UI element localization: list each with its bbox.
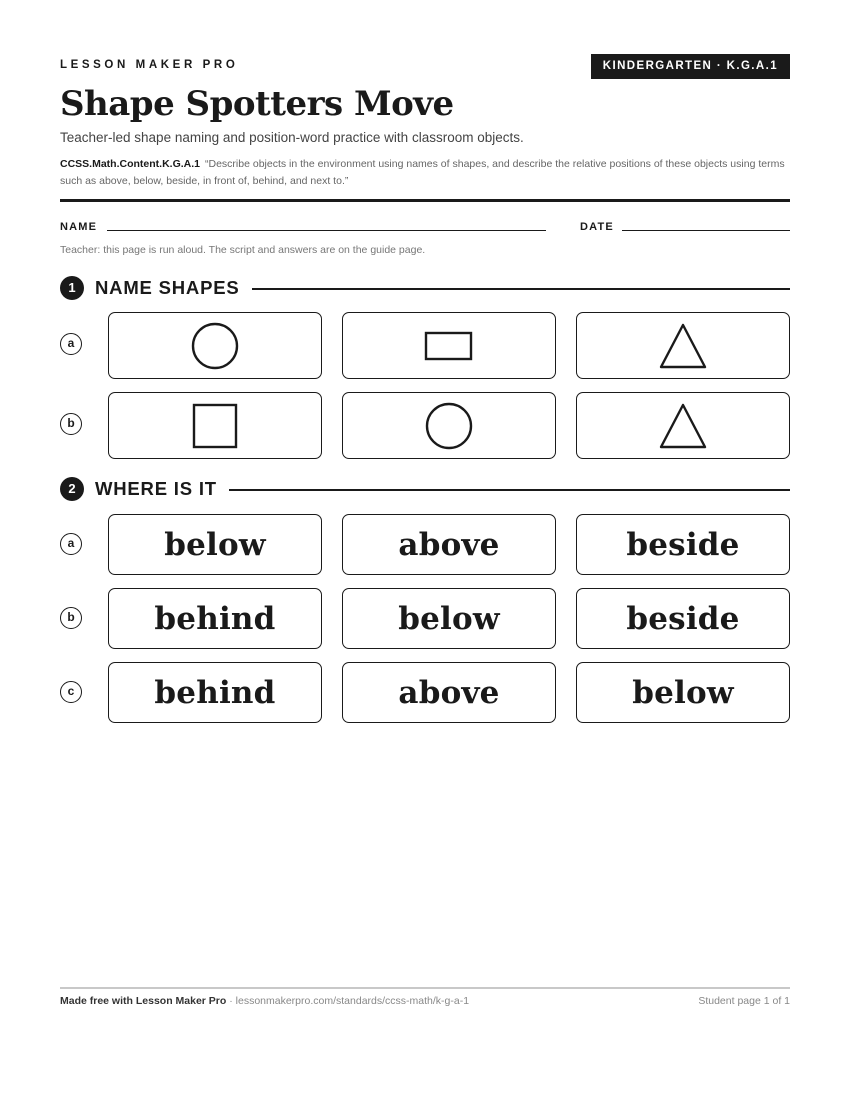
word-card[interactable] — [576, 662, 790, 723]
footer-page-number: Student page 1 of 1 — [698, 995, 790, 1007]
header-divider — [60, 199, 790, 202]
footer-credit — [60, 995, 469, 1007]
name-label: NAME — [60, 221, 98, 233]
word-card[interactable] — [108, 514, 322, 575]
date-label: DATE — [580, 221, 614, 233]
position-word: behind — [154, 674, 276, 711]
position-word: above — [398, 674, 500, 711]
position-word: beside — [626, 526, 740, 563]
brand-wordmark: LESSON MAKER PRO — [60, 59, 239, 71]
section-number: 1 — [60, 276, 84, 300]
triangle-icon — [658, 322, 708, 370]
section-title: NAME SHAPES — [95, 275, 252, 301]
footer-url[interactable]: · lessonmakerpro.com/standards/ccss-math/k-g-a-1 — [226, 995, 470, 1007]
word-card[interactable] — [108, 588, 322, 649]
date-write-line[interactable] — [622, 230, 790, 231]
circle-icon — [190, 321, 240, 371]
row-letter: a — [60, 333, 82, 355]
triangle-icon — [658, 402, 708, 450]
footer-divider — [60, 987, 790, 989]
shape-card[interactable] — [576, 392, 790, 459]
word-card[interactable] — [342, 514, 556, 575]
row-letter: c — [60, 681, 82, 703]
section-number: 2 — [60, 477, 84, 501]
word-card[interactable] — [342, 662, 556, 723]
page-title: Shape Spotters Move — [60, 84, 454, 124]
position-word: behind — [154, 600, 276, 637]
grade-badge: KINDERGARTEN · K.G.A.1 — [591, 54, 790, 79]
position-word: below — [398, 600, 500, 637]
shape-card[interactable] — [108, 392, 322, 459]
footer-made-with: Made free with Lesson Maker Pro — [60, 995, 227, 1007]
standard-code: CCSS.Math.Content.K.G.A.1 — [60, 158, 201, 170]
standard-description — [60, 156, 790, 189]
word-card[interactable] — [576, 588, 790, 649]
rectangle-icon — [424, 330, 474, 362]
shape-card[interactable] — [342, 312, 556, 379]
row-letter: b — [60, 413, 82, 435]
square-icon — [192, 403, 238, 449]
position-word: above — [398, 526, 500, 563]
position-word: below — [164, 526, 266, 563]
word-card[interactable] — [342, 588, 556, 649]
row-letter: b — [60, 607, 82, 629]
standard-text: “Describe objects in the environment using names of shapes, and describe the relative positions of these objects using terms such as above, below, beside, in front of, behind, and next to.” — [60, 158, 785, 187]
page-subtitle: Teacher-led shape naming and position-word practice with classroom objects. — [60, 130, 524, 145]
shape-card[interactable] — [108, 312, 322, 379]
teacher-note: Teacher: this page is run aloud. The script and answers are on the guide page. — [60, 244, 426, 256]
shape-card[interactable] — [576, 312, 790, 379]
worksheet-page — [60, 0, 790, 1100]
row-letter: a — [60, 533, 82, 555]
word-card[interactable] — [108, 662, 322, 723]
position-word: beside — [626, 600, 740, 637]
name-write-line[interactable] — [107, 230, 546, 231]
position-word: below — [632, 674, 734, 711]
section-title: WHERE IS IT — [95, 476, 229, 502]
word-card[interactable] — [576, 514, 790, 575]
circle-icon — [424, 401, 474, 451]
section-heading-where-is-it — [60, 476, 790, 500]
shape-card[interactable] — [342, 392, 556, 459]
section-heading-name-shapes — [60, 275, 790, 299]
